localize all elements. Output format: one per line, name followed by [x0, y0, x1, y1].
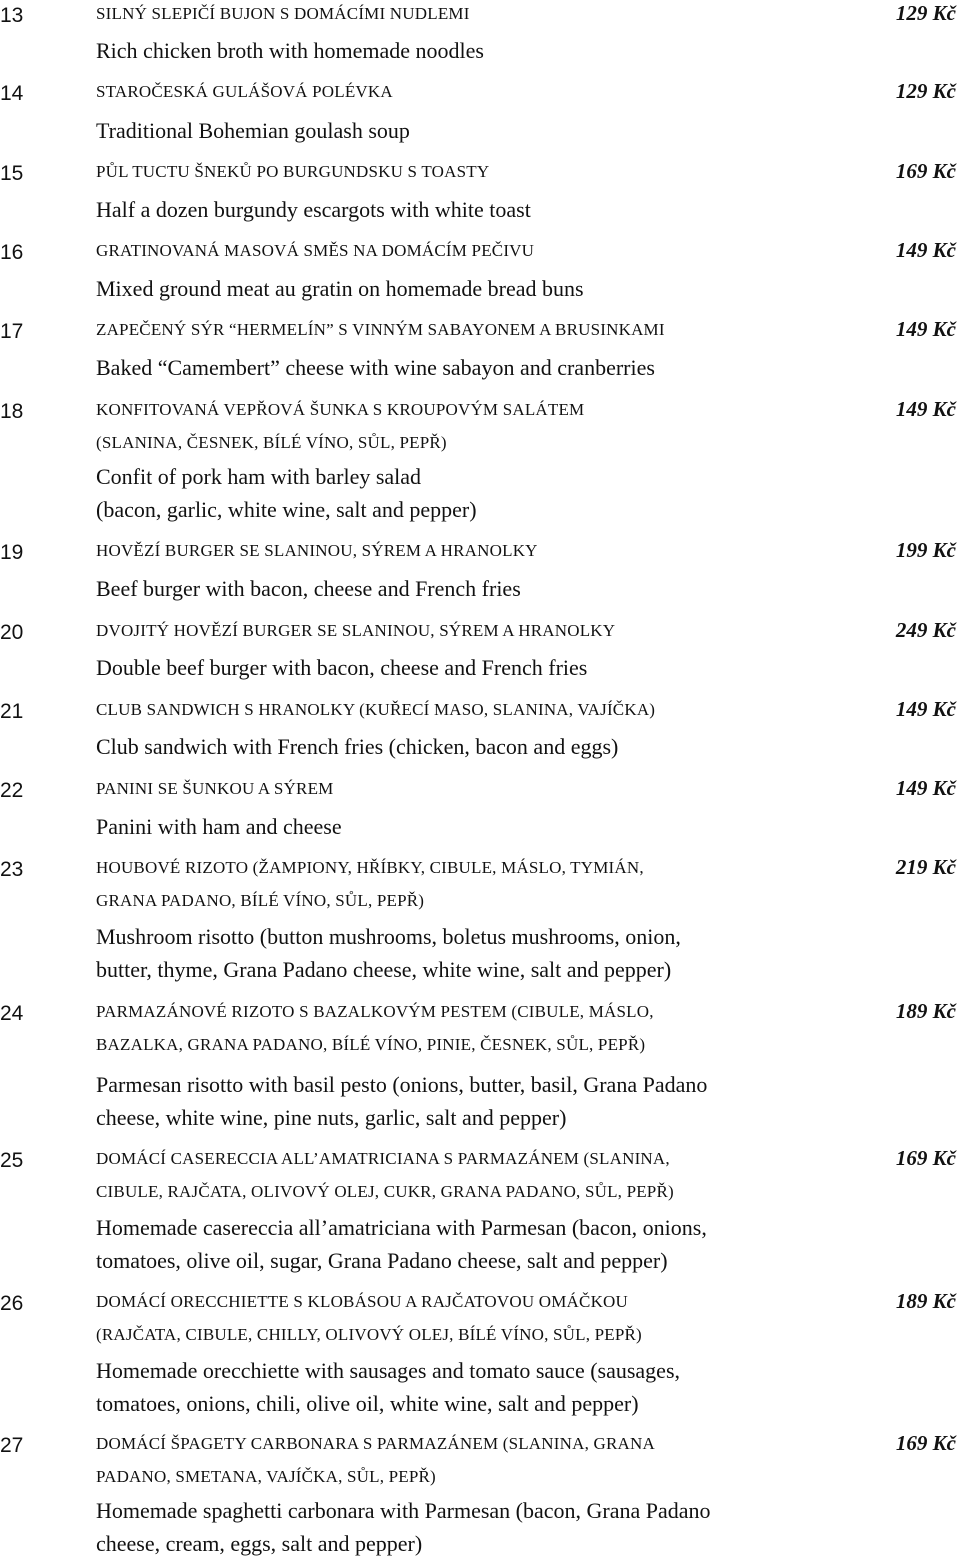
- item-description-en: Confit of pork ham with barley salad (bacon, garlic, white wine, salt and pepper): [96, 464, 477, 522]
- item-title-cz: CLUB SANDWICH S HRANOLKY (KUŘECÍ MASO, SLANINA, VAJÍČKA): [96, 700, 656, 719]
- item-price: 219 Kč: [895, 855, 956, 879]
- item-price: 129 Kč: [895, 79, 956, 103]
- item-title-cz: DVOJITÝ HOVĚZÍ BURGER SE SLANINOU, SÝREM A HRANOLKY: [96, 621, 616, 640]
- item-number: 14: [0, 82, 24, 105]
- item-title-cz: PŮL TUCTU ŠNEKŮ PO BURGUNDSKU S TOASTY: [96, 162, 490, 181]
- item-description-en: Traditional Bohemian goulash soup: [96, 118, 410, 143]
- item-number: 18: [0, 400, 24, 423]
- item-description-en: Baked “Camembert” cheese with wine sabayon and cranberries: [96, 355, 655, 380]
- item-title-cz: KONFITOVANÁ VEPŘOVÁ ŠUNKA S KROUPOVÝM SALÁTEM (SLANINA, ČESNEK, BÍLÉ VÍNO, SŮL, PEPŘ): [96, 400, 585, 452]
- item-number: 24: [0, 1002, 24, 1025]
- item-price: 149 Kč: [895, 697, 956, 721]
- item-description-en: Double beef burger with bacon, cheese and French fries: [96, 655, 588, 680]
- item-title-cz: HOVĚZÍ BURGER SE SLANINOU, SÝREM A HRANOLKY: [96, 541, 538, 560]
- item-description-en: Homemade spaghetti carbonara with Parmesan (bacon, Grana Padano cheese, cream, eggs, salt and pepper): [96, 1498, 711, 1556]
- item-price: 189 Kč: [895, 999, 956, 1023]
- item-price: 199 Kč: [895, 538, 956, 562]
- item-description-en: Panini with ham and cheese: [96, 814, 342, 839]
- item-title-cz: DOMÁCÍ ŠPAGETY CARBONARA S PARMAZÁNEM (SLANINA, GRANA PADANO, SMETANA, VAJÍČKA, SŮL, PEPŘ): [96, 1434, 655, 1486]
- item-description-en: Mushroom risotto (button mushrooms, boletus mushrooms, onion, butter, thyme, Grana Padano cheese, white wine, salt and pepper): [96, 924, 681, 982]
- item-price: 149 Kč: [895, 776, 956, 800]
- item-description-en: Beef burger with bacon, cheese and French fries: [96, 576, 521, 601]
- item-description-en: Homemade casereccia all’amatriciana with Parmesan (bacon, onions, tomatoes, olive oil, sugar, Grana Padano cheese, salt and pepper): [96, 1215, 707, 1273]
- item-number: 23: [0, 858, 24, 881]
- item-description-en: Half a dozen burgundy escargots with white toast: [96, 197, 531, 222]
- item-title-cz: HOUBOVÉ RIZOTO (ŽAMPIONY, HŘÍBKY, CIBULE, MÁSLO, TYMIÁN, GRANA PADANO, BÍLÉ VÍNO, SŮL, PEPŘ): [96, 858, 644, 910]
- item-description-en: Parmesan risotto with basil pesto (onions, butter, basil, Grana Padano cheese, white wine, pine nuts, garlic, salt and pepper): [96, 1072, 708, 1130]
- item-price: 149 Kč: [895, 397, 956, 421]
- item-number: 13: [0, 4, 24, 27]
- item-description-en: Rich chicken broth with homemade noodles: [96, 38, 484, 63]
- item-number: 15: [0, 162, 24, 185]
- item-price: 129 Kč: [895, 1, 956, 25]
- item-price: 249 Kč: [895, 618, 956, 642]
- item-number: 17: [0, 320, 24, 343]
- item-price: 149 Kč: [895, 317, 956, 341]
- item-number: 20: [0, 621, 24, 644]
- item-title-cz: STAROČESKÁ GULÁŠOVÁ POLÉVKA: [96, 82, 393, 101]
- item-price: 169 Kč: [895, 1431, 956, 1455]
- item-price: 149 Kč: [895, 238, 956, 262]
- item-description-en: Mixed ground meat au gratin on homemade bread buns: [96, 276, 584, 301]
- item-number: 22: [0, 779, 24, 802]
- item-number: 25: [0, 1149, 24, 1172]
- item-number: 27: [0, 1434, 24, 1457]
- item-description-en: Club sandwich with French fries (chicken, bacon and eggs): [96, 734, 619, 759]
- item-price: 189 Kč: [895, 1289, 956, 1313]
- item-number: 16: [0, 241, 24, 264]
- item-number: 19: [0, 541, 24, 564]
- item-title-cz: DOMÁCÍ CASERECCIA ALL’AMATRICIANA S PARMAZÁNEM (SLANINA, CIBULE, RAJČATA, OLIVOVÝ OLEJ, CUKR, GRANA PADANO, SŮL, PEPŘ): [96, 1149, 674, 1201]
- item-title-cz: GRATINOVANÁ MASOVÁ SMĚS NA DOMÁCÍM PEČIVU: [96, 241, 535, 260]
- item-number: 21: [0, 700, 24, 723]
- item-title-cz: PANINI SE ŠUNKOU A SÝREM: [96, 779, 334, 798]
- item-price: 169 Kč: [895, 159, 956, 183]
- item-title-cz: ZAPEČENÝ SÝR “HERMELÍN” S VINNÝM SABAYONEM A BRUSINKAMI: [96, 320, 665, 339]
- item-title-cz: PARMAZÁNOVÉ RIZOTO S BAZALKOVÝM PESTEM (CIBULE, MÁSLO, BAZALKA, GRANA PADANO, BÍLÉ VÍNO, PINIE, ČESNEK, SŮL, PEPŘ): [96, 1002, 654, 1054]
- item-price: 169 Kč: [895, 1146, 956, 1170]
- item-number: 26: [0, 1292, 24, 1315]
- item-title-cz: SILNÝ SLEPIČÍ BUJON S DOMÁCÍMI NUDLEMI: [96, 4, 470, 23]
- item-title-cz: DOMÁCÍ ORECCHIETTE S KLOBÁSOU A RAJČATOVOU OMÁČKOU (RAJČATA, CIBULE, CHILLY, OLIVOVÝ OLEJ, BÍLÉ VÍNO, SŮL, PEPŘ): [96, 1292, 642, 1344]
- item-description-en: Homemade orecchiette with sausages and tomato sauce (sausages, tomatoes, onions, chili, olive oil, white wine, salt and pepper): [96, 1358, 681, 1416]
